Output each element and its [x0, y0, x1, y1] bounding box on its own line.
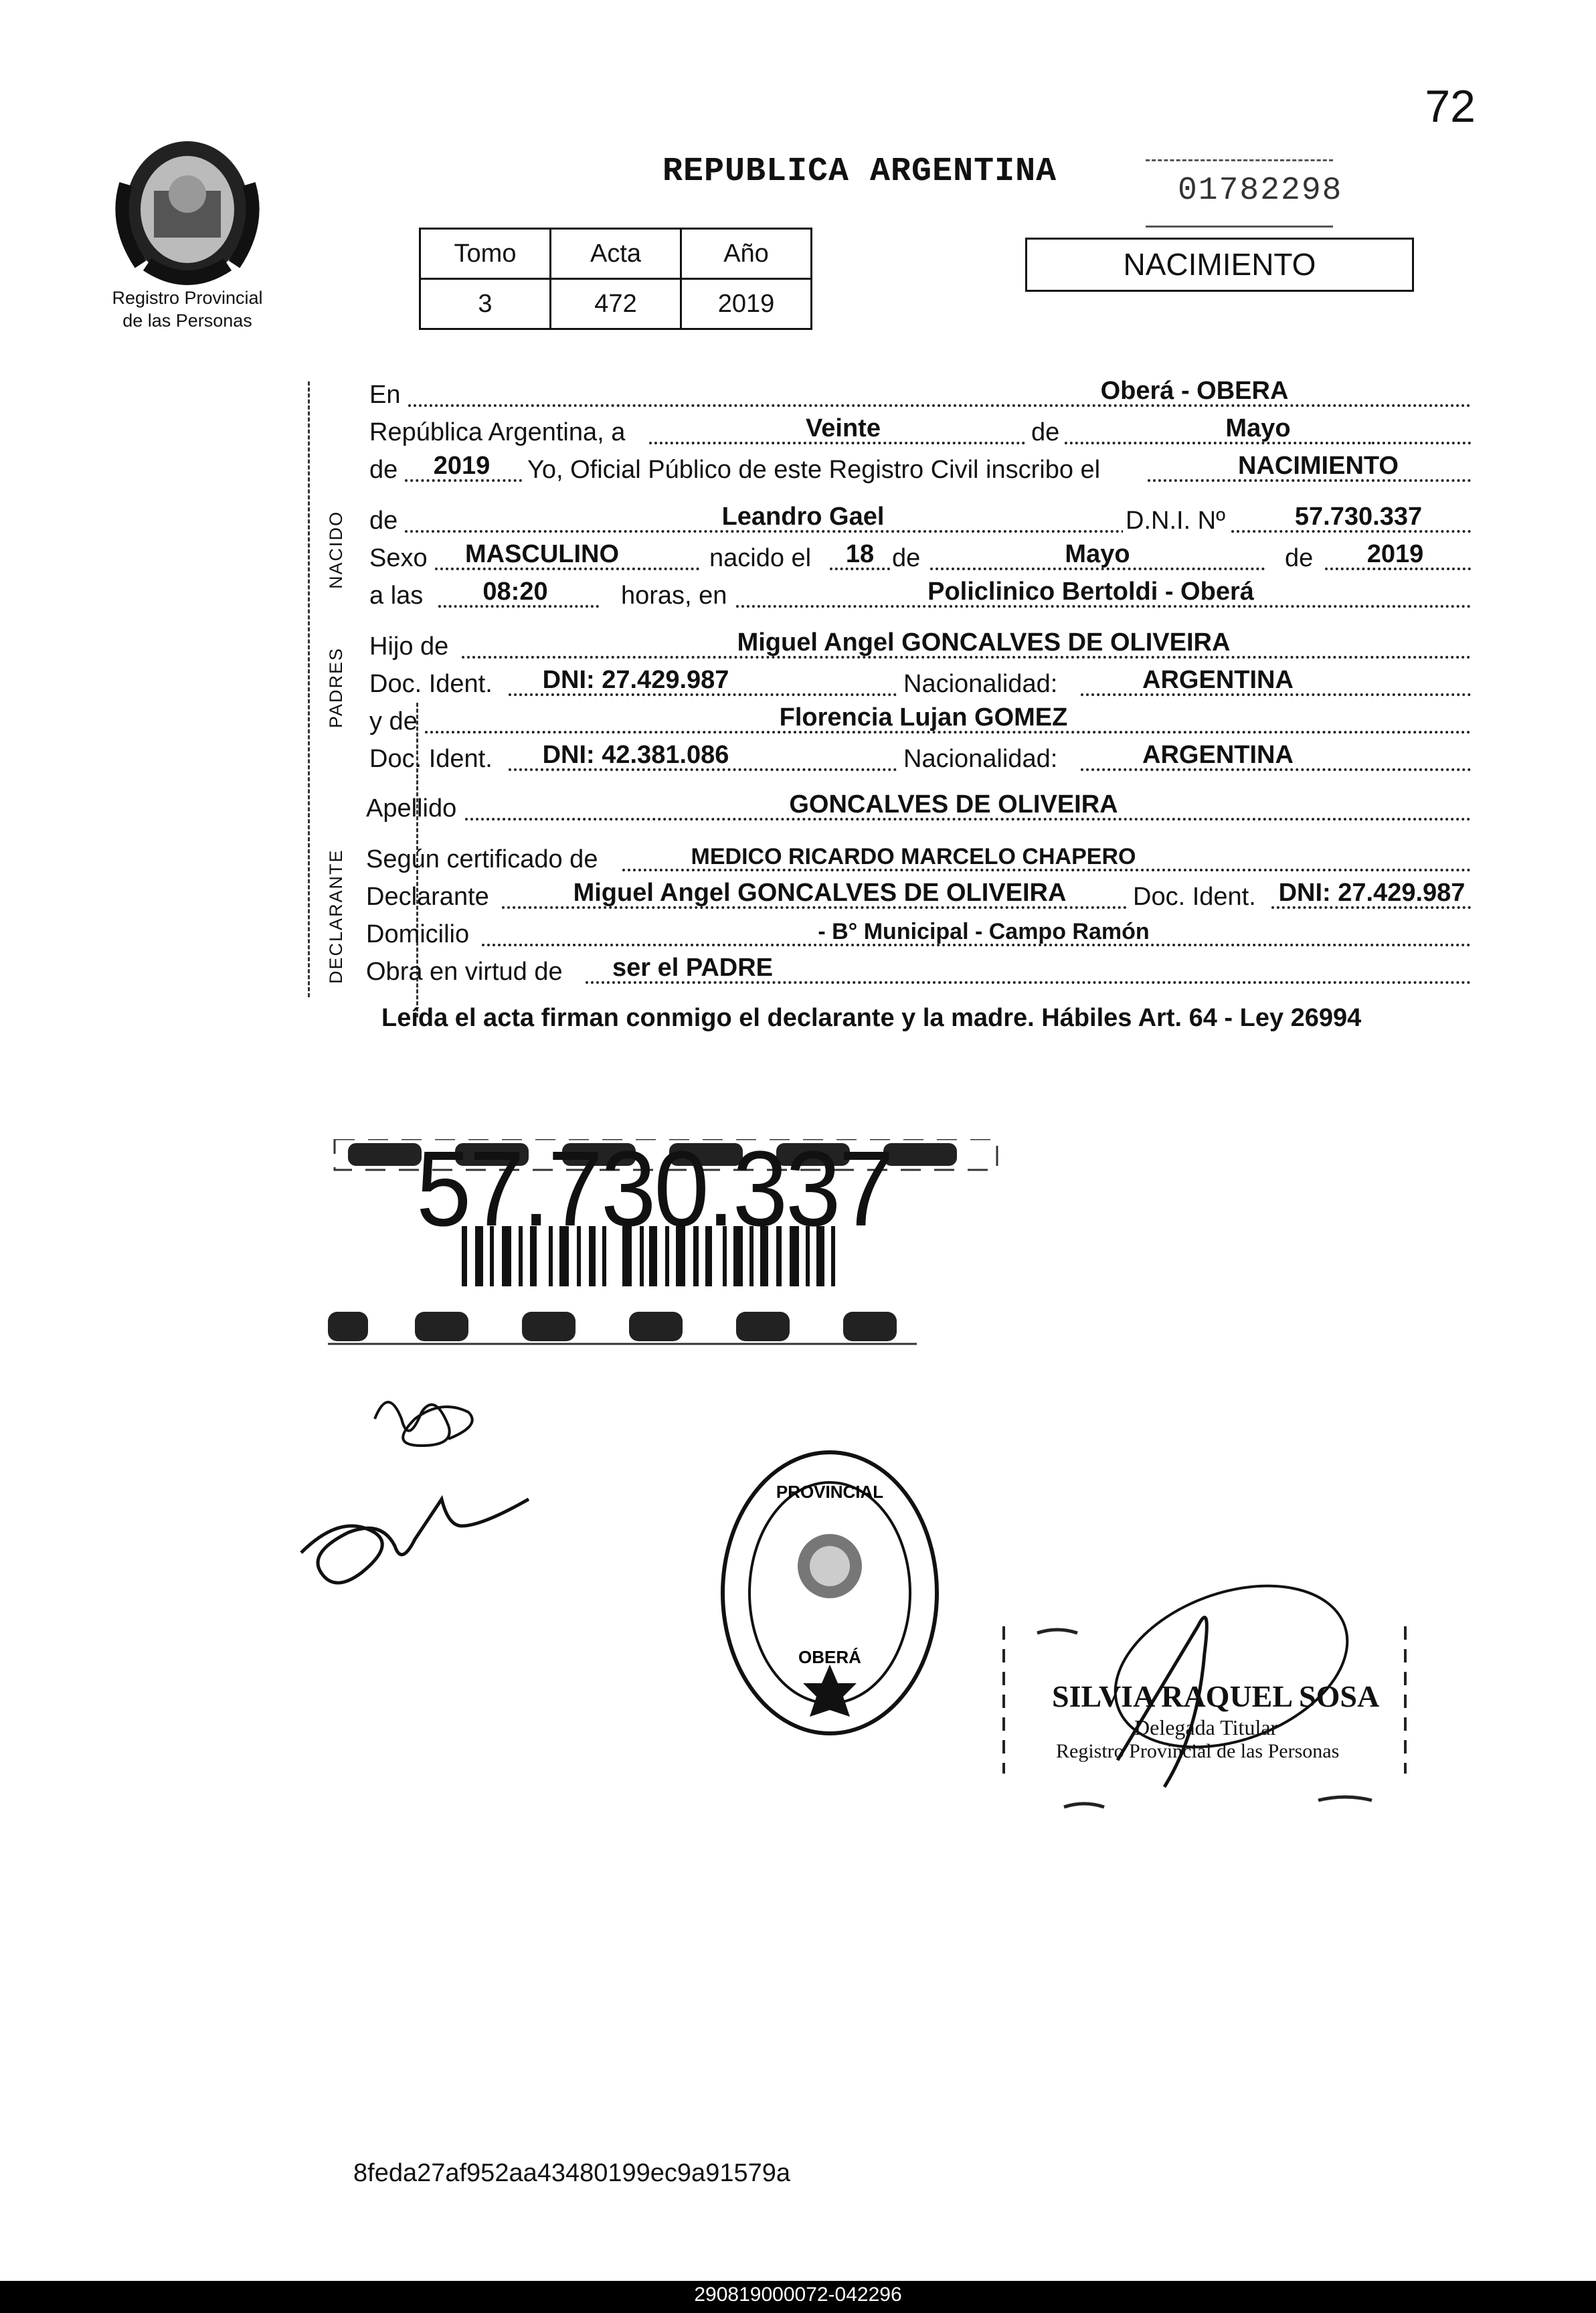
line-sex	[368, 539, 1472, 574]
side-label-declarante: DECLARANTE	[326, 849, 346, 984]
line-date	[368, 414, 1472, 448]
declarant-name-value: Miguel Angel GONCALVES DE OLIVEIRA	[573, 879, 1067, 907]
nationality-label: Nacionalidad:	[903, 670, 1058, 698]
child-name-value: Leandro Gael	[721, 503, 885, 531]
father-nationality-value: ARGENTINA	[1142, 666, 1294, 694]
declarante-label: Declarante	[366, 883, 489, 911]
surname-value: GONCALVES DE OLIVEIRA	[789, 790, 1118, 819]
obra-label: Obra en virtud de	[366, 958, 563, 986]
day-value: Veinte	[806, 414, 881, 442]
de-label-3: de	[892, 544, 921, 572]
page-number: 72	[1425, 81, 1476, 132]
tomo-value: 3	[420, 279, 551, 329]
official-org: Registro Provincial de las Personas	[1056, 1740, 1340, 1762]
line-father-doc	[368, 665, 1472, 700]
apellido-label: Apellido	[366, 794, 457, 823]
place-city-value: Oberá - OBERA	[1100, 377, 1289, 405]
line-address	[365, 916, 1472, 950]
official-role: Delegada Titular	[1134, 1715, 1278, 1739]
doc-label-2: Doc. Ident.	[369, 745, 493, 773]
declarant-doc-value: DNI: 27.429.987	[1278, 879, 1466, 907]
line-name	[368, 502, 1472, 537]
anio-header: Año	[681, 229, 812, 279]
nacido-label: nacido el	[709, 544, 812, 572]
province-seal-logo	[107, 131, 268, 291]
line-en	[368, 376, 1472, 411]
nationality-label-2: Nacionalidad:	[903, 745, 1058, 773]
act-value: NACIMIENTO	[1238, 452, 1399, 480]
capacity-value: ser el PADRE	[612, 954, 774, 982]
officer-text: Yo, Oficial Público de este Registro Civil inscribo el	[527, 456, 1101, 484]
dni-label: D.N.I. Nº	[1123, 507, 1228, 535]
acta-header: Acta	[551, 229, 681, 279]
line-year	[368, 451, 1472, 486]
anio-value: 2019	[681, 279, 812, 329]
page-title: REPUBLICA ARGENTINA	[662, 153, 1057, 191]
registry-seal	[696, 1432, 964, 1753]
mother-name-value: Florencia Lujan GOMEZ	[779, 703, 1068, 732]
act-type-box: NACIMIENTO	[1025, 238, 1414, 292]
mother-nationality-value: ARGENTINA	[1142, 741, 1294, 769]
segun-label: Según certificado de	[366, 845, 598, 873]
barcode-number: 57.730.337	[416, 1129, 892, 1249]
line-declarant	[365, 878, 1472, 913]
caption-line-2: de las Personas	[122, 311, 252, 331]
line-mother	[368, 703, 1472, 738]
republica-label: República Argentina, a	[369, 418, 626, 446]
sexo-label: Sexo	[369, 544, 428, 572]
doc-label-3: Doc. Ident.	[1129, 883, 1260, 912]
side-label-padres: PADRES	[326, 647, 346, 728]
sex-value: MASCULINO	[464, 540, 620, 568]
de-label: de	[1027, 418, 1063, 447]
side-label-nacido: NACIDO	[326, 510, 346, 589]
seal-city: OBERÁ	[798, 1647, 861, 1667]
certificate-value: MEDICO RICARDO MARCELO CHAPERO	[691, 844, 1136, 869]
document-hash: 8feda27af952aa43480199ec9a91579a	[353, 2159, 790, 2187]
acta-value: 472	[551, 279, 681, 329]
dotted-leader	[1372, 442, 1471, 444]
line-hour	[368, 577, 1472, 612]
birth-year-value: 2019	[1366, 540, 1424, 568]
domicilio-label: Domicilio	[366, 920, 470, 948]
dotted-leader	[1271, 906, 1471, 909]
mother-doc-value: DNI: 42.381.086	[542, 741, 729, 769]
month-value: Mayo	[1225, 414, 1291, 442]
registry-caption	[80, 286, 294, 332]
caption-line-1: Registro Provincial	[112, 288, 263, 308]
father-name-value: Miguel Angel GONCALVES DE OLIVEIRA	[737, 628, 1231, 657]
tomo-table	[419, 228, 812, 330]
line-father	[368, 628, 1472, 663]
child-dni-value: 57.730.337	[1294, 503, 1423, 531]
official-name: SILVIA RAQUEL SOSA	[1052, 1679, 1380, 1713]
name-label: de	[369, 507, 398, 535]
declarant-signatures	[288, 1379, 542, 1620]
birth-place-value: Policlinico Bertoldi - Oberá	[927, 578, 1254, 606]
footer-code: 290819000072-042296	[694, 2284, 902, 2306]
de-label-4: de	[1285, 544, 1314, 572]
father-doc-value: DNI: 27.429.987	[542, 666, 729, 694]
serial-number: 01782298	[1178, 173, 1343, 209]
line-certificate	[365, 841, 1472, 875]
horas-label: horas, en	[621, 582, 727, 610]
tomo-header: Tomo	[420, 229, 551, 279]
svg-text:PROVINCIAL: PROVINCIAL	[776, 1482, 884, 1502]
hour-value: 08:20	[482, 578, 548, 606]
line-surname	[365, 790, 1472, 825]
en-label: En	[369, 381, 401, 409]
closing-note: Leída el acta firman conmigo el declarante y la madre. Hábiles Art. 64 - Ley 26994	[381, 1004, 1362, 1032]
margin-rule	[308, 381, 310, 997]
de-label-2: de	[369, 456, 398, 484]
doc-label: Doc. Ident.	[369, 670, 493, 698]
line-capacity	[365, 953, 1472, 988]
year-value: 2019	[433, 452, 491, 480]
yde-label: y de	[369, 707, 418, 736]
birth-month-value: Mayo	[1065, 540, 1130, 568]
alas-label: a las	[369, 582, 424, 610]
birth-day-value: 18	[845, 540, 875, 568]
address-value: - B° Municipal - Campo Ramón	[818, 919, 1150, 944]
hijo-label: Hijo de	[369, 632, 449, 661]
line-mother-doc	[368, 740, 1472, 775]
